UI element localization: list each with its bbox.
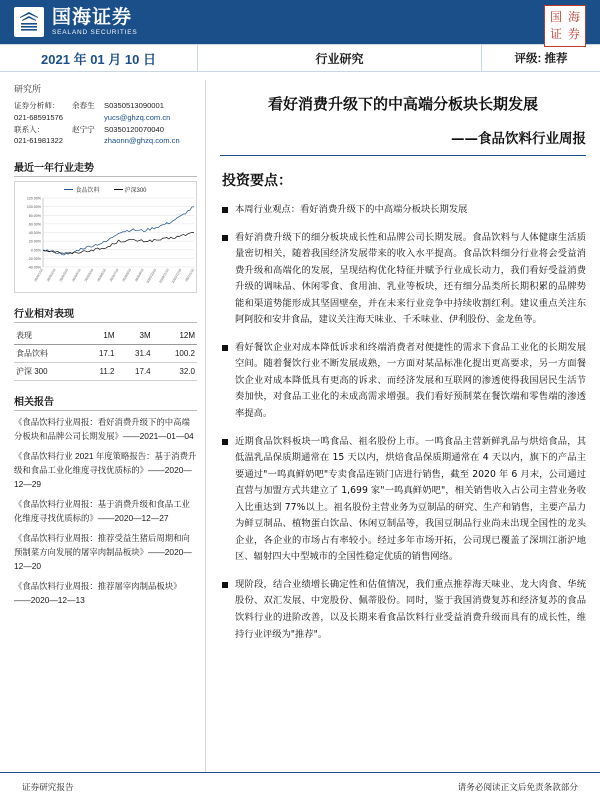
svg-text:2020/9/10: 2020/9/10 [133, 268, 145, 283]
bullet-icon [222, 235, 228, 241]
point-text-0: 本周行业观点：看好消费升级下的中高端分板块长期发展 [235, 204, 468, 215]
point-text-1: 看好消费升级下的细分板块成长性和品牌公司长期发展。食品饮料与人体健康生活质量密切相关，随着我国经济发展带来的收入水平提高。食品饮料细分行业将会受益消费升级和高端化的发展，呈现结构优化特征并赋予行业成长动力，我们看好受益消费升级的调味品、休闲零食、食用油、乳业等板块，还有细分品类所长期积累的品牌势能和渠道势能形成其坚固壁垒，并在未来行业竞争中持续收割红利。建议重点关注东阿阿胶和安井食品，建议关注海天味业、千禾味业、伊利股份、金龙鱼等。 [235, 231, 586, 326]
list-item[interactable]: 《食品饮料行业 2021 年度策略报告：基于消费升级和食品工业化维度寻找优质标的》——2020—12—29 [14, 451, 197, 489]
chart-section-heading: 最近一年行业走势 [14, 159, 197, 177]
svg-text:2020/10/10: 2020/10/10 [145, 268, 158, 284]
col-header-0: 表现 [14, 327, 80, 345]
brand-logo [14, 7, 138, 37]
cell-r1c1: 11.2 [80, 363, 116, 381]
col-header-2: 3M [117, 327, 153, 345]
table-header-row [14, 327, 197, 345]
svg-text:2020/11/10: 2020/11/10 [158, 268, 170, 284]
related-reports-list [14, 416, 197, 607]
analyst-name-4 [72, 135, 104, 147]
svg-text:2020/12/10: 2020/12/10 [170, 268, 183, 284]
analyst-contact-table [14, 100, 197, 147]
analyst-email-1[interactable]: yucs@ghzq.com.cn [104, 112, 171, 122]
cell-r1c0: 沪深 300 [14, 363, 80, 381]
svg-text:100.00%: 100.00% [26, 205, 41, 210]
bullet-icon [222, 345, 228, 351]
list-item[interactable]: 《食品饮料行业周报：看好消费升级下的中高端分板块和品牌公司长期发展》——2021—01—04 [14, 417, 194, 441]
svg-text:2021/1/10: 2021/1/10 [184, 268, 195, 283]
page-body [0, 72, 600, 784]
relative-perf-heading: 行业相对表现 [14, 305, 197, 323]
list-item[interactable]: 《食品饮料行业周报：推荐受益生猪后周期和向预制菜方向发展的屠宰肉制品板块》——2020—12—20 [14, 533, 192, 571]
seal-char-4: 券 [567, 27, 580, 42]
investment-point [220, 434, 586, 566]
svg-text:-20.00%: -20.00% [27, 257, 41, 262]
relative-performance-table [14, 327, 197, 381]
table-row [14, 124, 197, 136]
svg-text:2020/6/10: 2020/6/10 [96, 268, 107, 283]
analyst-code-1: S0350513090001 [104, 101, 164, 110]
legend-label-0: 食品饮料 [75, 188, 100, 195]
cell-r0c3: 100.2 [153, 345, 197, 363]
table-row [14, 135, 197, 147]
analyst-label-1: 证券分析师： [14, 101, 60, 110]
analyst-email-2[interactable]: zhaonn@ghzq.com.cn [104, 136, 180, 146]
footer-left-text: 证券研究报告 [22, 781, 74, 792]
footer-right-text: 请务必阅读正文后免责条款部分 [457, 781, 578, 792]
svg-text:-40.00%: -40.00% [27, 265, 41, 270]
investment-point [220, 230, 586, 329]
brand-name-en: SEALAND SECURITIES [52, 28, 138, 36]
analyst-label-3: 联系人： [14, 124, 45, 134]
svg-text:2020/5/10: 2020/5/10 [83, 268, 95, 283]
list-item[interactable]: 《食品饮料行业周报：基于消费升级和食品工业化维度寻找优质标的》——2020—12—27 [14, 499, 190, 523]
investment-point [220, 340, 586, 423]
industry-trend-chart [14, 181, 197, 293]
bullet-icon [222, 207, 228, 213]
chart-plot-area [17, 195, 197, 287]
table-row [14, 112, 197, 124]
bullet-icon [222, 439, 228, 445]
table-row [14, 345, 197, 363]
legend-item-0 [64, 185, 99, 194]
cell-r1c3: 32.0 [153, 363, 197, 381]
related-reports-heading: 相关报告 [14, 393, 197, 411]
legend-label-1: 沪深300 [124, 188, 147, 195]
logo-mark-icon [14, 7, 44, 37]
page-footer [0, 772, 600, 800]
report-meta-bar [0, 44, 600, 72]
svg-text:2020/2/10: 2020/2/10 [45, 268, 57, 283]
svg-text:2020/8/10: 2020/8/10 [121, 268, 132, 283]
seal-char-3: 证 [549, 27, 562, 42]
point-text-4: 现阶段，结合业绩增长确定性和估值情况，我们重点推荐海天味业、龙大肉食、华统股份、双汇发展、中宠股份、佩蒂股份。同时，鉴于我国消费复苏和经济复苏的食品饮料行业的进阶改善，以及长期来看食品饮料行业受益消费升级而具有的成长性，维持行业评级为"推荐"。 [235, 578, 586, 640]
svg-text:60.00%: 60.00% [28, 222, 41, 227]
cell-r0c0: 食品饮料 [14, 345, 80, 363]
list-item[interactable]: 《食品饮料行业周报：推荐屠宰肉制品板块》——2020—12—13 [14, 581, 182, 605]
report-category: 行业研究 [198, 45, 482, 71]
investment-points-heading: 投资要点： [222, 173, 292, 189]
seal-char-1: 国 [549, 10, 562, 25]
analyst-label-4: 021-61981322 [14, 136, 63, 146]
cell-r0c1: 17.1 [80, 345, 116, 363]
research-dept-label: 研究所 [14, 84, 42, 94]
report-date: 2021 年 01 月 10 日 [0, 45, 198, 71]
report-rating-badge: 评级: 推荐 [514, 53, 568, 65]
analyst-name-1: 余春生 [72, 101, 95, 110]
investment-point [220, 202, 586, 219]
table-row [14, 100, 197, 112]
svg-text:120.00%: 120.00% [26, 196, 41, 201]
analyst-name-2 [72, 112, 104, 124]
page-header [0, 0, 600, 44]
cell-r0c2: 31.4 [117, 345, 153, 363]
page-title: 看好消费升级下的中高端分板块长期发展 [267, 95, 538, 113]
svg-text:40.00%: 40.00% [28, 231, 41, 236]
analyst-name-2b: 赵宁宁 [72, 124, 95, 134]
svg-text:80.00%: 80.00% [28, 213, 41, 218]
svg-text:0.00%: 0.00% [30, 248, 41, 253]
col-header-1: 1M [80, 327, 116, 345]
company-seal-icon [544, 5, 586, 47]
sidebar [0, 80, 206, 784]
page-subtitle: ——食品饮料行业周报 [220, 127, 586, 156]
legend-item-1 [114, 185, 147, 194]
main-content [206, 80, 600, 784]
chart-legend [17, 185, 194, 194]
table-row [14, 363, 197, 381]
analyst-label-2: 021-68591576 [14, 112, 63, 122]
svg-text:2020/7/10: 2020/7/10 [108, 268, 120, 283]
point-text-2: 看好餐饮企业对成本降低诉求和终端消费者对便捷性的需求下食品工业化的长期发展空间。随着餐饮行业不断发展成熟，一方面对某品标准化提出更高要求，另一方面餐饮企业对成本降低具有更高的诉求、而经济发展和互联网的渗透使得我国居民生活节奏加快，对食品工业化的未成高需求增强。我们看好预制菜在餐饮端和零售端的渗透率提高。 [235, 341, 586, 420]
svg-text:20.00%: 20.00% [28, 239, 41, 244]
svg-text:2020/3/10: 2020/3/10 [58, 268, 70, 283]
analyst-code-2: S0350120070040 [104, 124, 164, 134]
seal-char-2: 海 [567, 10, 580, 25]
investment-point [220, 577, 586, 643]
cell-r1c2: 17.4 [117, 363, 153, 381]
point-text-3: 近期食品饮料板块一鸣食品、祖名股份上市。一鸣食品主营新鲜乳品与烘焙食品，其低温乳品保质期通常在 15 天以内，烘焙食品保质期通常在 4 天以内，旗下的产品主要通过"一鸣真鲜奶吧"专卖食品连锁门店进行销售，截至 2020 年 6 月末，公司通过直营与加盟方式共建立了 1,699 家"一鸣真鲜奶吧"，相关销售收入占公司主营业务收入比重达到 77%以上。祖名股份主营业务为豆制品的研究、生产和销售，主要产品力为鲜豆制品、植物蛋白饮品、休闲豆制品等，我国豆制品行业尚未出现全国性的龙头企业，各企业的市场占有率较小。经过多年市场开拓，公司现已覆盖了深圳江浙沪地区、辐射四大中型城市的全国性稳定优质的销售网络。 [235, 435, 586, 563]
col-header-3: 12M [153, 327, 197, 345]
svg-text:2020/4/10: 2020/4/10 [71, 268, 82, 283]
svg-text:2020/1/10: 2020/1/10 [33, 268, 44, 283]
bullet-icon [222, 582, 228, 588]
brand-name-cn: 国海证券 [52, 6, 133, 28]
